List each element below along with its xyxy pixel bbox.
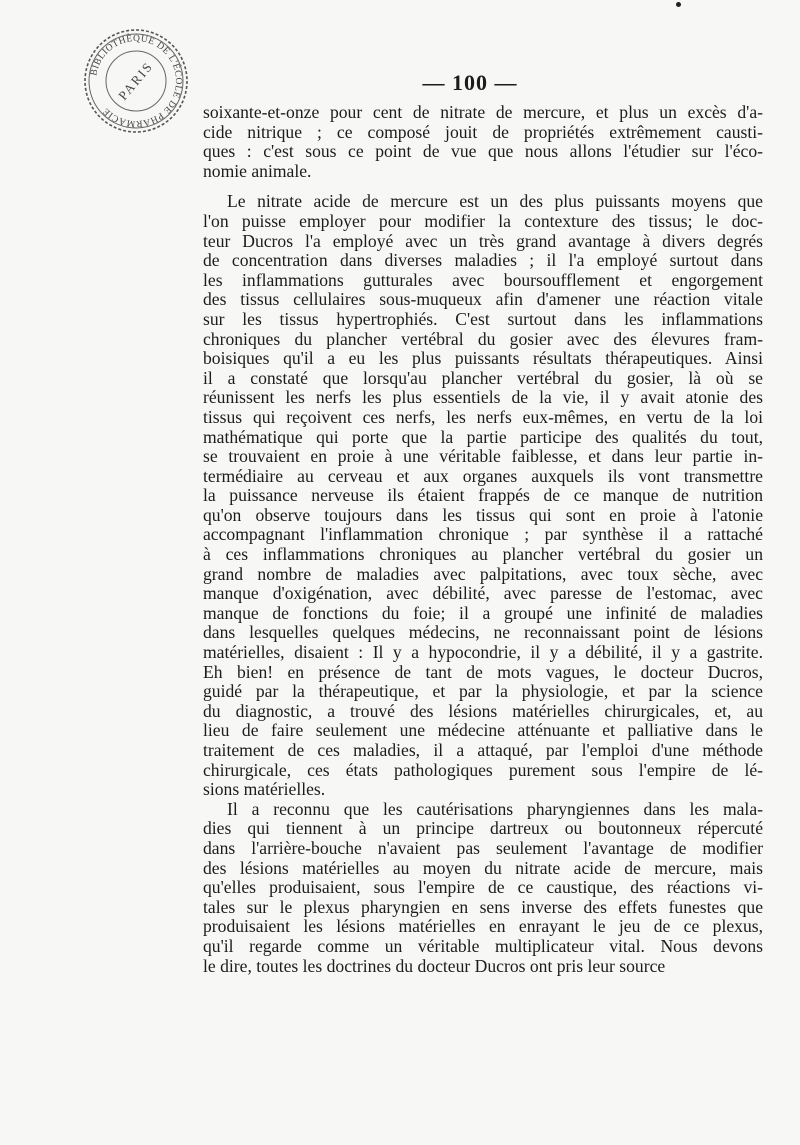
text-line: lieu de faire seulement une médecine atténuante et palliative dans le	[203, 720, 763, 741]
text-line: le dire, toutes les doctrines du docteur Ducros ont pris leur source	[203, 955, 666, 976]
text-line: sur les tissus hypertrophiés. C'est surtout dans les inflammations	[203, 308, 763, 329]
text-line: mathématique qui porte que la partie participe des qualités du tout,	[203, 426, 763, 447]
text-line: matérielles, disaient : Il y a hypocondrie, il y a débilité, il y a gastrite.	[203, 642, 763, 663]
ink-speck	[676, 2, 681, 7]
text-line: cide nitrique ; ce composé jouit de propriétés extrêmement causti-	[203, 121, 763, 142]
text-line: tissus qui reçoivent ces nerfs, les nerfs eux-mêmes, en vertu de la loi	[203, 406, 763, 427]
text-line: les inflammations gutturales avec boursoufflement et engorgement	[203, 269, 763, 290]
text-line: manque d'oxigénation, avec débilité, avec paresse de l'estomac, avec	[203, 583, 763, 604]
text-line: de concentration dans diverses maladies ; il l'a employé surtout dans	[203, 250, 763, 271]
text-line: dans l'arrière-bouche n'avaient pas seulement l'avantage de modifier	[203, 837, 763, 858]
text-line: soixante-et-onze pour cent de nitrate de mercure, et plus un excès d'a-	[203, 102, 763, 122]
text-line: traitement de ces maladies, il a attaqué, par l'emploi d'une méthode	[203, 740, 763, 760]
text-line: il a constaté que lorsqu'au plancher vertébral du gosier, là où se	[203, 367, 763, 388]
text-line: chirurgicale, ces états pathologiques purement sous l'empire de lé-	[203, 759, 763, 780]
text-line: du diagnostic, a trouvé des lésions matérielles chirurgicales, et, au	[203, 700, 763, 721]
text-line: termédiaire au cerveau et aux organes auxquels ils vont transmettre	[203, 465, 763, 486]
paragraph	[203, 800, 763, 976]
stamp-arc-text: BIBLIOTHÈQUE DE L'ÉCOLE DE PHARMACIE	[89, 33, 184, 129]
stamp-center-text: PARIS	[115, 58, 157, 103]
text-line: des tissus cellulaires sous-muqueux afin d'amener une réaction vitale	[203, 289, 763, 310]
text-line: qu'il regarde comme un véritable multiplicateur vital. Nous devons	[203, 935, 763, 956]
page-number: — 100 —	[422, 70, 518, 95]
text-line: sions matérielles.	[203, 779, 326, 800]
text-line: ques : c'est sous ce point de vue que nous allons l'étudier sur l'éco-	[203, 141, 763, 162]
text-line: guidé par la thérapeutique, et par la physiologie, et par la science	[203, 681, 763, 702]
body-text	[203, 103, 763, 976]
paragraph	[203, 103, 763, 181]
text-line: dies qui tiennent à un principe dartreux ou boutonneux répercuté	[203, 818, 763, 839]
text-line: qu'on observe toujours dans les tissus qui sont en proie à l'atonie	[203, 504, 763, 525]
text-line: qu'elles produisaient, sous l'empire de ce caustique, des réactions vi-	[203, 877, 763, 898]
paragraph	[203, 192, 763, 799]
text-line: l'on puisse employer pour modifier la contexture des tissus; le doc-	[203, 210, 763, 231]
text-line: chroniques du plancher vertébral du gosier avec des élevures fram-	[203, 328, 763, 349]
text-line: boisiques qu'il a eu les plus puissants résultats thérapeutiques. Ainsi	[203, 348, 763, 369]
text-line: manque de fonctions du foie; il a groupé une infinité de maladies	[203, 602, 763, 623]
text-line: Eh bien! en présence de tant de mots vagues, le docteur Ducros,	[203, 661, 763, 682]
text-line: tales sur le plexus pharyngien en sens inverse des effets funestes que	[203, 896, 763, 917]
text-line: nomie animale.	[203, 160, 312, 181]
text-line: Le nitrate acide de mercure est un des plus puissants moyens que	[227, 191, 763, 212]
library-stamp	[82, 27, 190, 135]
text-line: se trouvaient en proie à une véritable faiblesse, et dans leur partie in-	[203, 446, 763, 467]
text-line: des lésions matérielles au moyen du nitrate acide de mercure, mais	[203, 857, 763, 878]
text-line: Il a reconnu que les cautérisations pharyngiennes dans les mala-	[227, 798, 763, 819]
text-line: teur Ducros l'a employé avec un très grand avantage à divers degrés	[203, 230, 763, 251]
text-line: réunissent les nerfs les plus essentiels de la vie, il y avait atonie des	[203, 387, 763, 408]
text-line: à ces inflammations chroniques au plancher vertébral du gosier un	[203, 544, 763, 565]
text-line: produisaient les lésions matérielles en enrayant le jeu de ce plexus,	[203, 916, 763, 937]
text-line: dans lesquelles quelques médecins, ne reconnaissant point de lésions	[203, 622, 763, 643]
text-line: accompagnant l'inflammation chronique ; par synthèse il a rattaché	[203, 524, 763, 545]
text-line: la puissance nerveuse ils étaient frappés de ce manque de nutrition	[203, 485, 763, 506]
text-line: grand nombre de maladies avec palpitations, avec toux sèche, avec	[203, 563, 763, 584]
